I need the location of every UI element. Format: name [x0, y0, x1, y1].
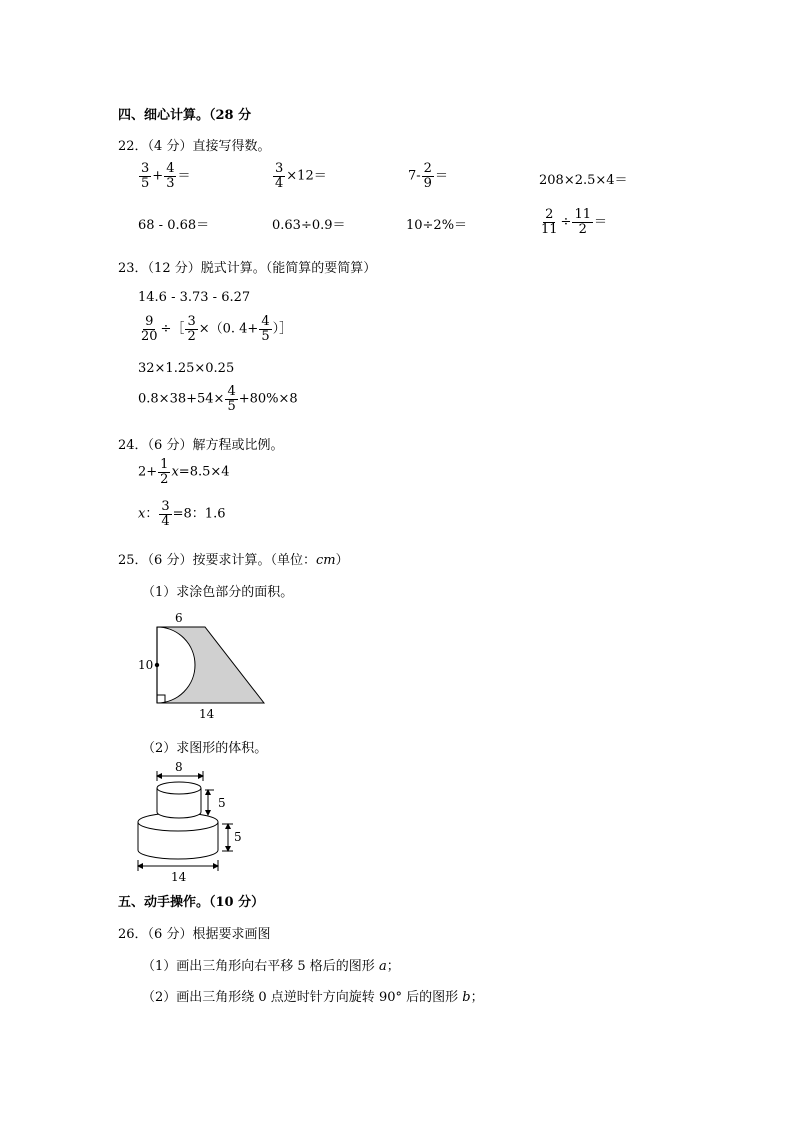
- q25-title: 25．（6 分）按要求计算。（单位：cm）: [118, 553, 349, 568]
- q22-item-1: $\frac{3}{5}$ + $\frac{4}{3}$ ＝: [141, 161, 191, 191]
- q24-title: 24．（6 分）解方程或比例。: [118, 438, 284, 453]
- q24-equation-1: 2+ $\frac{1}{2}$ x=8.5×4: [138, 457, 230, 487]
- q26-item-1: （1）画出三角形向右平移 5 格后的图形 a；: [142, 959, 400, 974]
- q24-equation-2: x： $\frac{3}{4}$ =8：1.6: [138, 499, 226, 529]
- trapezoid-semicircle-figure: [130, 608, 280, 723]
- q23-line-3: 32×1.25×0.25: [138, 361, 235, 376]
- q22-item-4: 208×2.5×4＝: [539, 173, 628, 188]
- q23-line-2: $\frac{9}{20}$ ÷［ $\frac{3}{2}$ ×（0. 4+ $\frac{4}{5}$ ）］: [141, 314, 293, 344]
- label-left: 10: [138, 658, 154, 672]
- label-bottom-height: 5: [234, 830, 242, 844]
- q25-sub-1: （1）求涂色部分的面积。: [142, 585, 294, 600]
- label-top: 6: [175, 611, 183, 625]
- q22-item-3: 7- $\frac{2}{9}$ ＝: [408, 161, 448, 191]
- q22-item-7: 10÷2%＝: [406, 218, 468, 233]
- center-dot: [155, 663, 159, 667]
- section-5-title: 五、动手操作。（10 分）: [118, 895, 265, 910]
- q25-sub-2: （2）求图形的体积。: [142, 741, 268, 756]
- top-cylinder-top: [157, 782, 201, 794]
- q23-title: 23．（12 分）脱式计算。（能简算的要简算）: [118, 261, 377, 276]
- q23-line-4: 0.8×38+54× $\frac{4}{5}$ +80%×8: [138, 384, 298, 414]
- section-4-title: 四、细心计算。（28 分: [118, 108, 252, 123]
- q22-item-8: $\frac{2}{11}$ ÷ $\frac{11}{2}$ ＝: [541, 207, 608, 237]
- q22-title: 22．（4 分）直接写得数。: [118, 139, 271, 154]
- q23-line-1: 14.6 - 3.73 - 6.27: [138, 290, 251, 305]
- label-bottom: 14: [199, 707, 215, 721]
- label-bottom-width: 14: [171, 870, 187, 884]
- label-top-width: 8: [175, 760, 183, 774]
- q22-item-5: 68 - 0.68＝: [138, 218, 210, 233]
- q22-item-2: $\frac{3}{4}$ ×12＝: [275, 161, 327, 191]
- label-top-height: 5: [218, 796, 226, 810]
- q26-item-2: （2）画出三角形绕 0 点逆时针方向旋转 90° 后的图形 b；: [142, 990, 484, 1005]
- q22-item-6: 0.63÷0.9＝: [272, 218, 346, 233]
- stacked-cylinders-figure: [125, 758, 255, 886]
- q26-title: 26．（6 分）根据要求画图: [118, 927, 271, 942]
